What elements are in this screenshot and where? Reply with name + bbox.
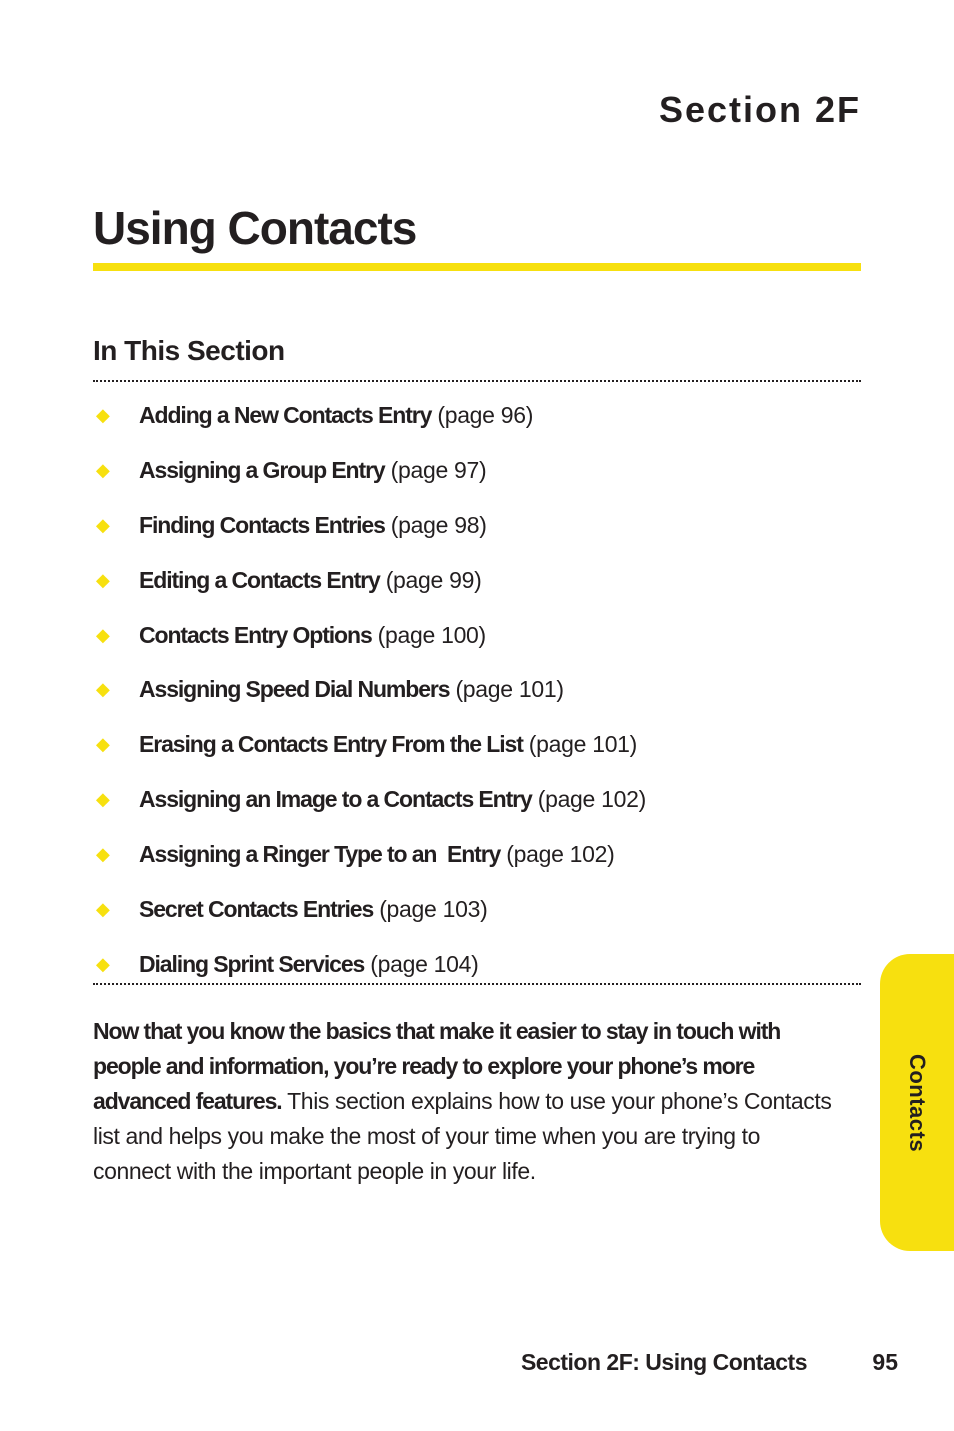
toc-item-title: Dialing Sprint Services	[139, 950, 365, 977]
toc-item-page: (page 102)	[506, 841, 615, 868]
diamond-bullet-icon: ◆	[96, 459, 110, 480]
toc-item-page: (page 97)	[390, 456, 487, 483]
toc-item	[93, 388, 861, 443]
diamond-bullet-icon: ◆	[96, 569, 110, 590]
toc-item-title: Assigning Speed Dial Numbers	[139, 676, 450, 703]
toc-item-title: Finding Contacts Entries	[139, 511, 385, 538]
toc-item-title: Editing a Contacts Entry	[139, 566, 380, 593]
toc-item	[93, 882, 861, 937]
toc-item-title: Adding a New Contacts Entry	[139, 401, 432, 428]
section-toc-list	[93, 388, 861, 992]
intro-bold-text: Now that you know the basics that make it easier to stay in touch with people and information, you’re ready to explore your phone’s more advanced features.	[93, 1018, 781, 1114]
footer-section-title: Section 2F: Using Contacts	[520, 1349, 807, 1375]
diamond-bullet-icon: ◆	[96, 679, 110, 700]
toc-item-title: Erasing a Contacts Entry From the List	[139, 731, 523, 758]
toc-item-title: Assigning a Ringer Type to an Entry	[139, 841, 501, 868]
toc-item-page: (page 98)	[390, 511, 487, 538]
diamond-bullet-icon: ◆	[96, 844, 110, 865]
toc-item-page: (page 100)	[377, 621, 486, 648]
section-label: Section 2F	[658, 89, 861, 130]
toc-item-title: Assigning a Group Entry	[139, 456, 385, 483]
intro-paragraph	[93, 1014, 833, 1189]
dotted-divider-top	[93, 380, 861, 382]
diamond-bullet-icon: ◆	[96, 898, 110, 919]
dotted-divider-bottom	[93, 983, 861, 985]
toc-item-page: (page 101)	[528, 731, 638, 758]
in-this-section-heading: In This Section	[93, 335, 285, 366]
diamond-bullet-icon: ◆	[96, 404, 110, 425]
title-rule	[93, 263, 861, 271]
toc-item-page: (page 99)	[385, 566, 482, 593]
toc-item-page: (page 104)	[370, 950, 479, 977]
toc-item-title: Contacts Entry Options	[139, 621, 372, 648]
toc-item	[93, 772, 861, 827]
diamond-bullet-icon: ◆	[96, 789, 110, 810]
toc-item	[93, 827, 861, 882]
toc-item	[93, 608, 861, 663]
toc-item-title: Secret Contacts Entries	[139, 895, 374, 922]
toc-item-title: Assigning an Image to a Contacts Entry	[139, 786, 532, 813]
toc-item	[93, 498, 861, 553]
toc-item	[93, 717, 861, 772]
side-tab-label: Contacts	[905, 1053, 930, 1152]
toc-item	[93, 443, 861, 498]
diamond-bullet-icon: ◆	[96, 514, 110, 535]
toc-item-page: (page 103)	[379, 895, 488, 922]
toc-item-page: (page 102)	[537, 786, 646, 813]
toc-item	[93, 553, 861, 608]
diamond-bullet-icon: ◆	[96, 953, 110, 974]
toc-item	[93, 662, 861, 717]
footer-page-number: 95	[872, 1349, 898, 1375]
toc-item-page: (page 101)	[455, 676, 564, 703]
intro-regular-text: This section explains how to use your phone’s Contacts list and helps you make the most of your time when you are trying to connect with the important people in your life.	[93, 1088, 832, 1184]
diamond-bullet-icon: ◆	[96, 734, 110, 755]
diamond-bullet-icon: ◆	[96, 624, 110, 645]
toc-item-page: (page 96)	[437, 401, 534, 428]
page-title: Using Contacts	[93, 202, 417, 254]
side-tab	[880, 954, 954, 1251]
